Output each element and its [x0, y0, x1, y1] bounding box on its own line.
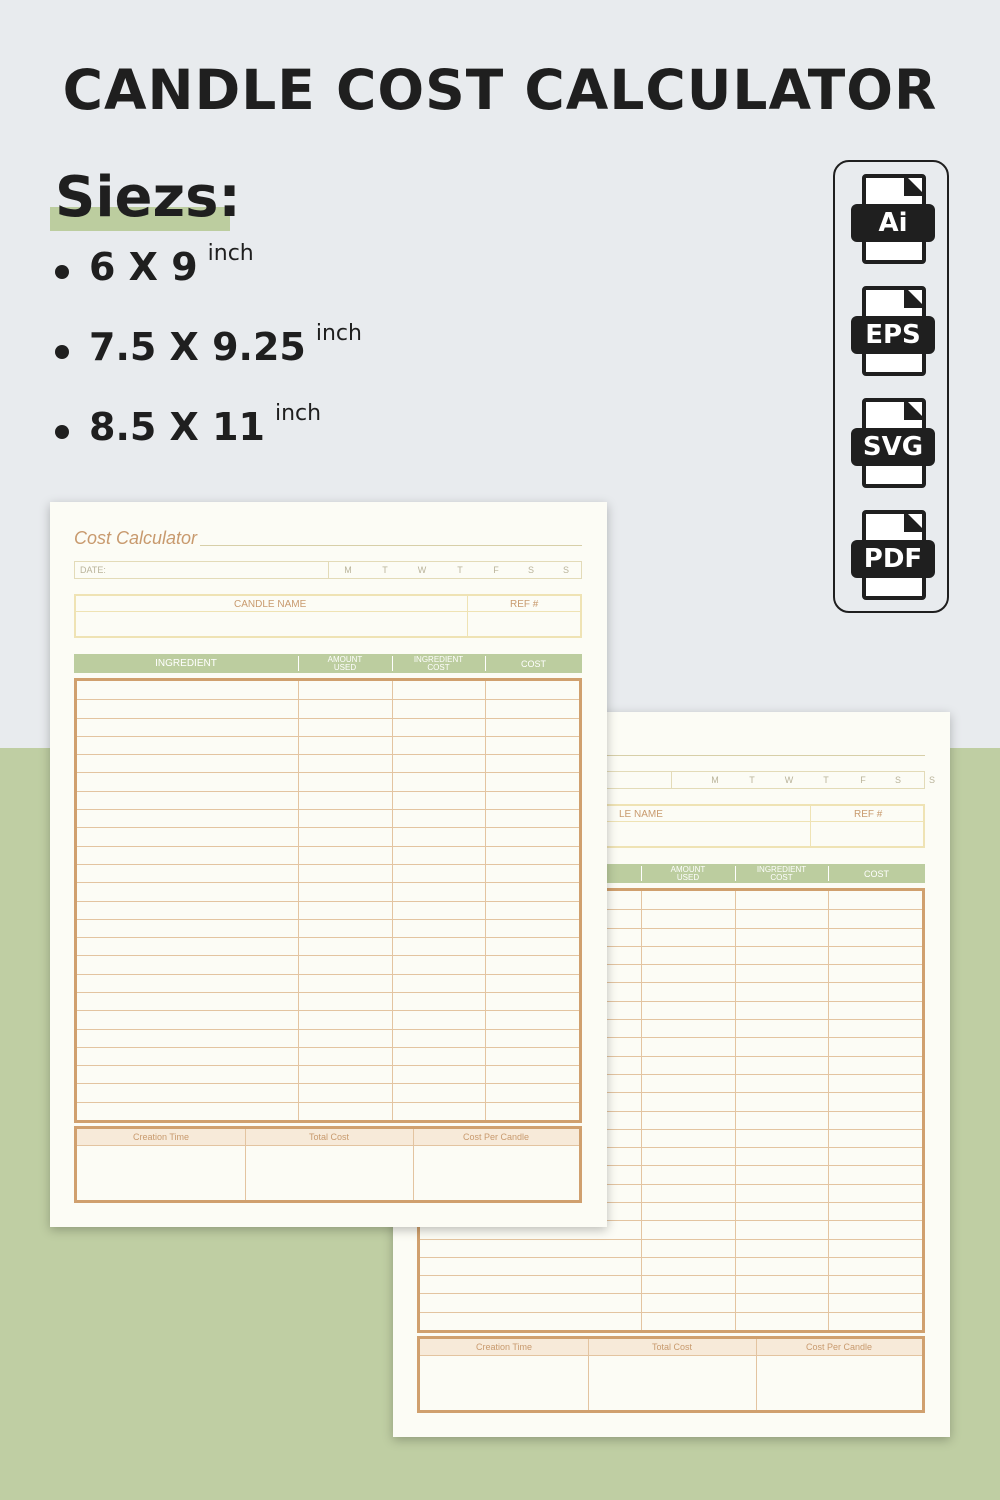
- table-row-rule: [77, 1029, 579, 1030]
- total-cost-label: Total Cost: [308, 1132, 350, 1142]
- day-label: W: [417, 565, 427, 575]
- table-row-rule: [77, 736, 579, 737]
- day-label: S: [894, 775, 901, 785]
- table-row-rule: [420, 1293, 922, 1294]
- total-cost-label: Total Cost: [651, 1342, 693, 1352]
- cost-per-candle-label: Cost Per Candle: [805, 1342, 873, 1352]
- size-value: 7.5 X 9.25: [89, 325, 306, 369]
- svg-file-icon: [851, 398, 935, 490]
- table-column-rule: [735, 891, 736, 1330]
- day-label: W: [784, 775, 794, 785]
- table-row-rule: [420, 1257, 922, 1258]
- ai-file-icon: [851, 174, 935, 266]
- size-unit: inch: [315, 321, 362, 346]
- summary-table: [417, 1336, 925, 1413]
- day-label: S: [928, 775, 935, 785]
- creation-time-label: Creation Time: [132, 1132, 190, 1142]
- candle-name-label: LE NAME: [619, 809, 663, 820]
- table-row-rule: [77, 754, 579, 755]
- day-label: T: [749, 775, 755, 785]
- table-row-rule: [77, 809, 579, 810]
- page-title: CANDLE COST CALCULATOR: [62, 58, 938, 122]
- table-row-rule: [420, 1275, 922, 1276]
- table-row-rule: [77, 1083, 579, 1084]
- size-item: [55, 401, 322, 449]
- format-label: SVG: [851, 428, 935, 466]
- table-row-rule: [77, 827, 579, 828]
- ingredient-cost-header: INGREDIENT COST: [413, 654, 464, 672]
- table-row-rule: [420, 1239, 922, 1240]
- table-row-rule: [77, 919, 579, 920]
- table-row-rule: [77, 955, 579, 956]
- table-row-rule: [77, 974, 579, 975]
- table-row-rule: [77, 1047, 579, 1048]
- table-row-rule: [77, 1065, 579, 1066]
- table-row-rule: [77, 992, 579, 993]
- day-label: F: [493, 565, 499, 575]
- table-row-rule: [420, 1312, 922, 1313]
- table-row-rule: [77, 864, 579, 865]
- ref-label: REF #: [510, 599, 539, 610]
- candle-name-box: [74, 594, 582, 638]
- format-label: PDF: [851, 540, 935, 578]
- ingredient-header-label: INGREDIENT: [155, 657, 217, 669]
- table-row-rule: [77, 772, 579, 773]
- table-column-rule: [392, 681, 393, 1120]
- day-label: T: [382, 565, 388, 575]
- bullet-icon: [55, 425, 69, 439]
- ingredient-cost-header: INGREDIENT COST: [756, 864, 807, 882]
- day-label: M: [344, 565, 352, 575]
- table-column-rule: [485, 681, 486, 1120]
- size-value: 6 X 9: [89, 245, 198, 289]
- table-row-rule: [77, 699, 579, 700]
- cost-header: COST: [863, 868, 889, 879]
- day-label: T: [823, 775, 829, 785]
- candle-name-label: CANDLE NAME: [234, 599, 307, 610]
- table-row-rule: [77, 1010, 579, 1011]
- creation-time-label: Creation Time: [475, 1342, 533, 1352]
- table-row-rule: [77, 791, 579, 792]
- table-column-rule: [641, 891, 642, 1330]
- eps-file-icon: [851, 286, 935, 378]
- format-label: EPS: [851, 316, 935, 354]
- table-column-rule: [298, 681, 299, 1120]
- size-value: 8.5 X 11: [89, 405, 265, 449]
- amount-used-header: AMOUNT USED: [670, 864, 706, 882]
- size-item: [55, 241, 254, 289]
- title-rule: [200, 545, 582, 546]
- amount-used-header: AMOUNT USED: [327, 654, 363, 672]
- table-column-rule: [828, 891, 829, 1330]
- day-label: T: [457, 565, 463, 575]
- sheet-title: Cost Calculator: [74, 528, 198, 548]
- date-row: [74, 561, 582, 579]
- table-row-rule: [77, 901, 579, 902]
- table-row-rule: [77, 937, 579, 938]
- file-formats-panel: [833, 160, 949, 613]
- sizes-heading: Siezs:: [55, 165, 241, 230]
- pdf-file-icon: [851, 510, 935, 602]
- table-row-rule: [77, 1102, 579, 1103]
- table-row-rule: [77, 846, 579, 847]
- summary-table: [74, 1126, 582, 1203]
- cost-header: COST: [520, 658, 546, 669]
- cost-per-candle-label: Cost Per Candle: [462, 1132, 530, 1142]
- day-label: S: [562, 565, 569, 575]
- bullet-icon: [55, 265, 69, 279]
- day-label: M: [711, 775, 719, 785]
- table-row-rule: [77, 882, 579, 883]
- size-item: [55, 321, 362, 369]
- size-unit: inch: [207, 241, 254, 266]
- format-label: Ai: [851, 204, 935, 242]
- table-row-rule: [77, 718, 579, 719]
- worksheet-preview-front: [50, 502, 607, 1227]
- day-label: F: [860, 775, 866, 785]
- date-label: DATE:: [80, 565, 106, 575]
- day-label: S: [527, 565, 534, 575]
- ref-label: REF #: [854, 809, 883, 820]
- bullet-icon: [55, 345, 69, 359]
- ingredient-header: [74, 654, 582, 673]
- size-unit: inch: [274, 401, 322, 426]
- ingredient-table: [74, 678, 582, 1123]
